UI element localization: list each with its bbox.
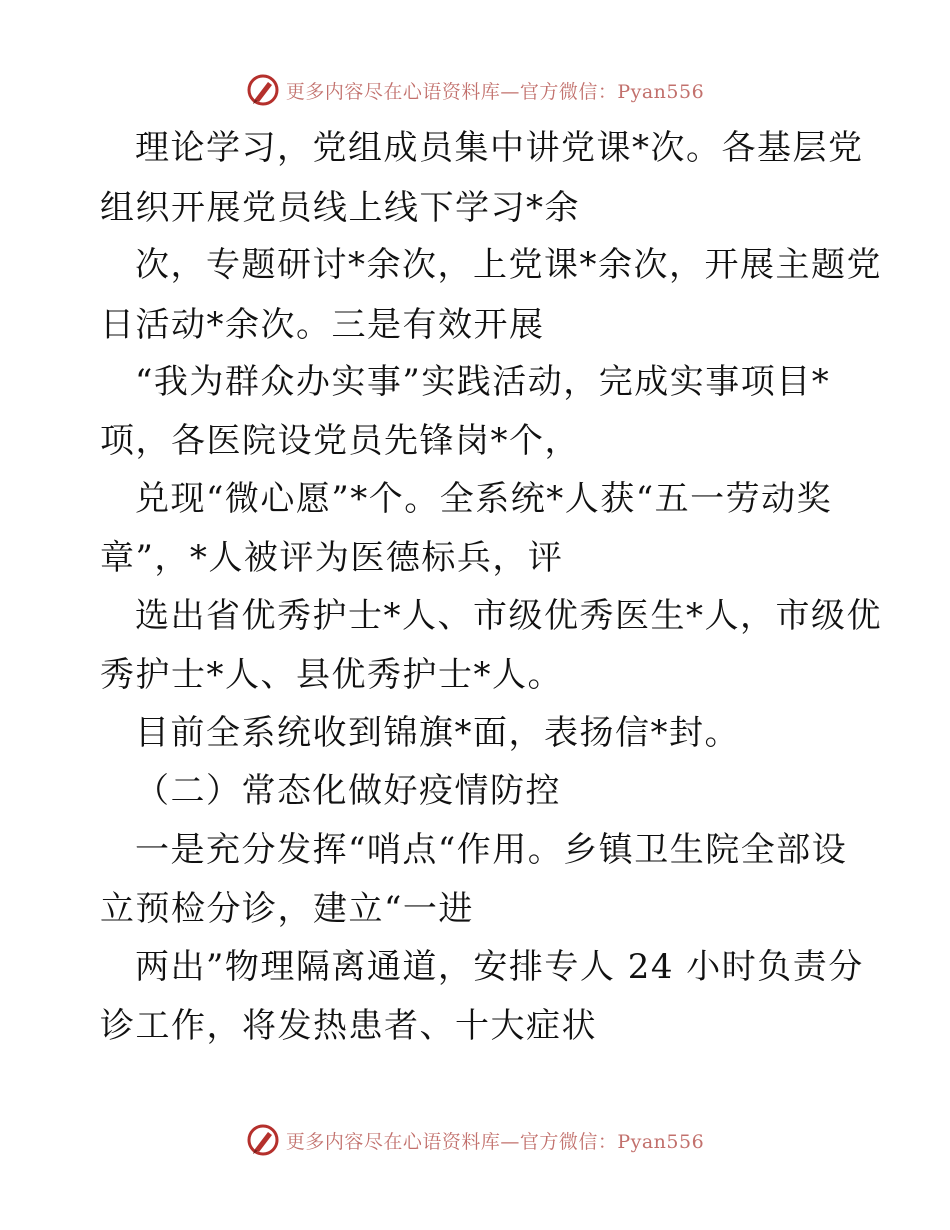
text-line: 立预检分诊，建立“一进	[100, 889, 474, 929]
text-line: 秀护士*人、县优秀护士*人。	[100, 655, 563, 695]
text-line: 两出”物理隔离通道，安排专人 24 小时负责分	[135, 947, 864, 987]
text-line: 章”，*人被评为医德标兵，评	[100, 538, 564, 578]
text-line: 兑现“微心愿”*个。全系统*人获“五一劳动奖	[135, 479, 833, 519]
text-line: 组织开展党员线上线下学习*余	[100, 188, 580, 228]
text-line: 次，专题研讨*余次，上党课*余次，开展主题党	[135, 245, 882, 285]
text-line: 项，各医院设党员先锋岗*个，	[100, 421, 580, 461]
text-line: 一是充分发挥“哨点“作用。乡镇卫生院全部设	[135, 830, 848, 870]
footer-watermark	[0, 1120, 950, 1160]
text-line: 理论学习，党组成员集中讲党课*次。各基层党	[135, 128, 864, 168]
text-line: 日活动*余次。三是有效开展	[100, 305, 545, 345]
header-watermark	[0, 70, 950, 110]
section-heading: （二）常态化做好疫情防控	[135, 771, 561, 811]
text-line: 目前全系统收到锦旗*面，表扬信*封。	[135, 713, 740, 753]
text-line: “我为群众办实事”实践活动，完成实事项目*	[135, 362, 831, 402]
text-line: 选出省优秀护士*人、市级优秀医生*人，市级优	[135, 596, 882, 636]
watermark-text: 更多内容尽在心语资料库—官方微信：Pyan556	[285, 1130, 705, 1153]
pen-logo-icon	[246, 73, 280, 107]
watermark-text: 更多内容尽在心语资料库—官方微信：Pyan556	[285, 80, 705, 103]
text-line: 诊工作，将发热患者、十大症状	[100, 1006, 597, 1046]
pen-logo-icon	[246, 1123, 280, 1157]
